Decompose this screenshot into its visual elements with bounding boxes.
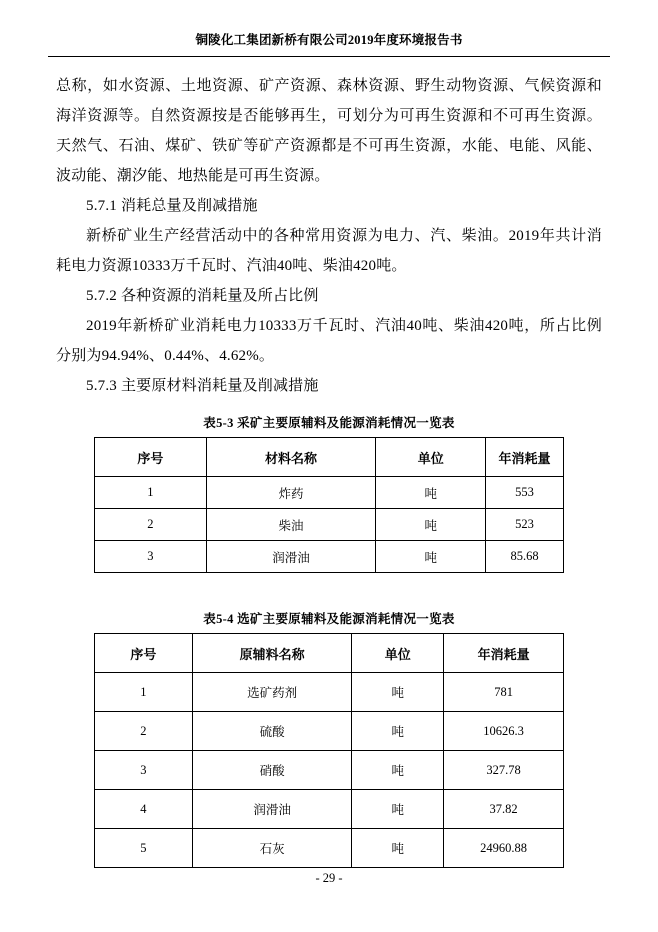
table2-col-0: 序号 bbox=[95, 634, 193, 673]
table-row bbox=[95, 673, 564, 712]
table1-r1-c2: 吨 bbox=[376, 509, 486, 541]
table1-col-1: 材料名称 bbox=[206, 438, 376, 477]
mining-materials-table bbox=[94, 437, 564, 573]
page-header bbox=[56, 30, 602, 56]
table-header-row bbox=[95, 438, 564, 477]
heading-5-7-1: 5.7.1 消耗总量及削减措施 bbox=[86, 198, 258, 214]
table2-col-1: 原辅料名称 bbox=[192, 634, 352, 673]
table1-r2-c0: 3 bbox=[95, 541, 207, 573]
table2-r3-c0: 4 bbox=[95, 790, 193, 829]
heading-5-7-3: 5.7.3 主要原材料消耗量及削减措施 bbox=[86, 378, 319, 394]
table2-r4-c0: 5 bbox=[95, 829, 193, 868]
paragraph-intro: 总称，如水资源、土地资源、矿产资源、森林资源、野生动物资源、气候资源和海洋资源等。自然资源按是否能够再生，可划分为可再生资源和不可再生资源。天然气、石油、煤矿、铁矿等矿产资源都是不可再生资源，水能、电能、风能、波动能、潮汐能、地热能是可再生资源。 bbox=[56, 78, 602, 184]
table1-col-0: 序号 bbox=[95, 438, 207, 477]
table2-r2-c2: 吨 bbox=[352, 751, 444, 790]
heading-5-7-2: 5.7.2 各种资源的消耗量及所占比例 bbox=[86, 288, 319, 304]
processing-materials-table bbox=[94, 633, 564, 868]
table2-r1-c2: 吨 bbox=[352, 712, 444, 751]
page-footer bbox=[0, 871, 658, 886]
table1-r1-c3: 523 bbox=[486, 509, 564, 541]
table1-r0-c0: 1 bbox=[95, 477, 207, 509]
table-row bbox=[95, 541, 564, 573]
table2-r3-c2: 吨 bbox=[352, 790, 444, 829]
table2-r3-c1: 润滑油 bbox=[192, 790, 352, 829]
table-row bbox=[95, 712, 564, 751]
paragraph-5-7-2-body: 2019年新桥矿业消耗电力10333万千瓦时、汽油40吨、柴油420吨，所占比例分别为94.94%、0.44%、4.62%。 bbox=[56, 318, 602, 364]
table2-r0-c3: 781 bbox=[444, 673, 564, 712]
table2-r4-c1: 石灰 bbox=[192, 829, 352, 868]
table1-r1-c1: 柴油 bbox=[206, 509, 376, 541]
table1-r0-c3: 553 bbox=[486, 477, 564, 509]
table-header-row bbox=[95, 634, 564, 673]
table2-r1-c0: 2 bbox=[95, 712, 193, 751]
header-title: 铜陵化工集团新桥有限公司2019年度环境报告书 bbox=[195, 33, 463, 47]
table2-r1-c1: 硫酸 bbox=[192, 712, 352, 751]
table2-col-3: 年消耗量 bbox=[444, 634, 564, 673]
table2-r1-c3: 10626.3 bbox=[444, 712, 564, 751]
table2-r0-c0: 1 bbox=[95, 673, 193, 712]
table2-r0-c2: 吨 bbox=[352, 673, 444, 712]
table1-r0-c2: 吨 bbox=[376, 477, 486, 509]
table2-r0-c1: 选矿药剂 bbox=[192, 673, 352, 712]
table-row bbox=[95, 790, 564, 829]
header-divider bbox=[48, 56, 610, 57]
table1-col-3: 年消耗量 bbox=[486, 438, 564, 477]
table-row bbox=[95, 509, 564, 541]
table2-r2-c1: 硝酸 bbox=[192, 751, 352, 790]
table2-r4-c2: 吨 bbox=[352, 829, 444, 868]
table-row bbox=[95, 751, 564, 790]
table1-r2-c2: 吨 bbox=[376, 541, 486, 573]
table2-r4-c3: 24960.88 bbox=[444, 829, 564, 868]
table1-r2-c1: 润滑油 bbox=[206, 541, 376, 573]
table1-col-2: 单位 bbox=[376, 438, 486, 477]
table1-caption: 表5-3 采矿主要原辅料及能源消耗情况一览表 bbox=[203, 416, 455, 430]
table-row bbox=[95, 477, 564, 509]
paragraph-5-7-1-body: 新桥矿业生产经营活动中的各种常用资源为电力、汽、柴油。2019年共计消耗电力资源10333万千瓦时、汽油40吨、柴油420吨。 bbox=[56, 228, 602, 274]
table2-r3-c3: 37.82 bbox=[444, 790, 564, 829]
table1-r2-c3: 85.68 bbox=[486, 541, 564, 573]
page-number: - 29 - bbox=[315, 871, 343, 885]
table1-r0-c1: 炸药 bbox=[206, 477, 376, 509]
table2-caption: 表5-4 选矿主要原辅料及能源消耗情况一览表 bbox=[203, 612, 455, 626]
table-row bbox=[95, 829, 564, 868]
table2-r2-c0: 3 bbox=[95, 751, 193, 790]
table2-col-2: 单位 bbox=[352, 634, 444, 673]
table2-r2-c3: 327.78 bbox=[444, 751, 564, 790]
document-body bbox=[56, 71, 602, 401]
table1-r1-c0: 2 bbox=[95, 509, 207, 541]
